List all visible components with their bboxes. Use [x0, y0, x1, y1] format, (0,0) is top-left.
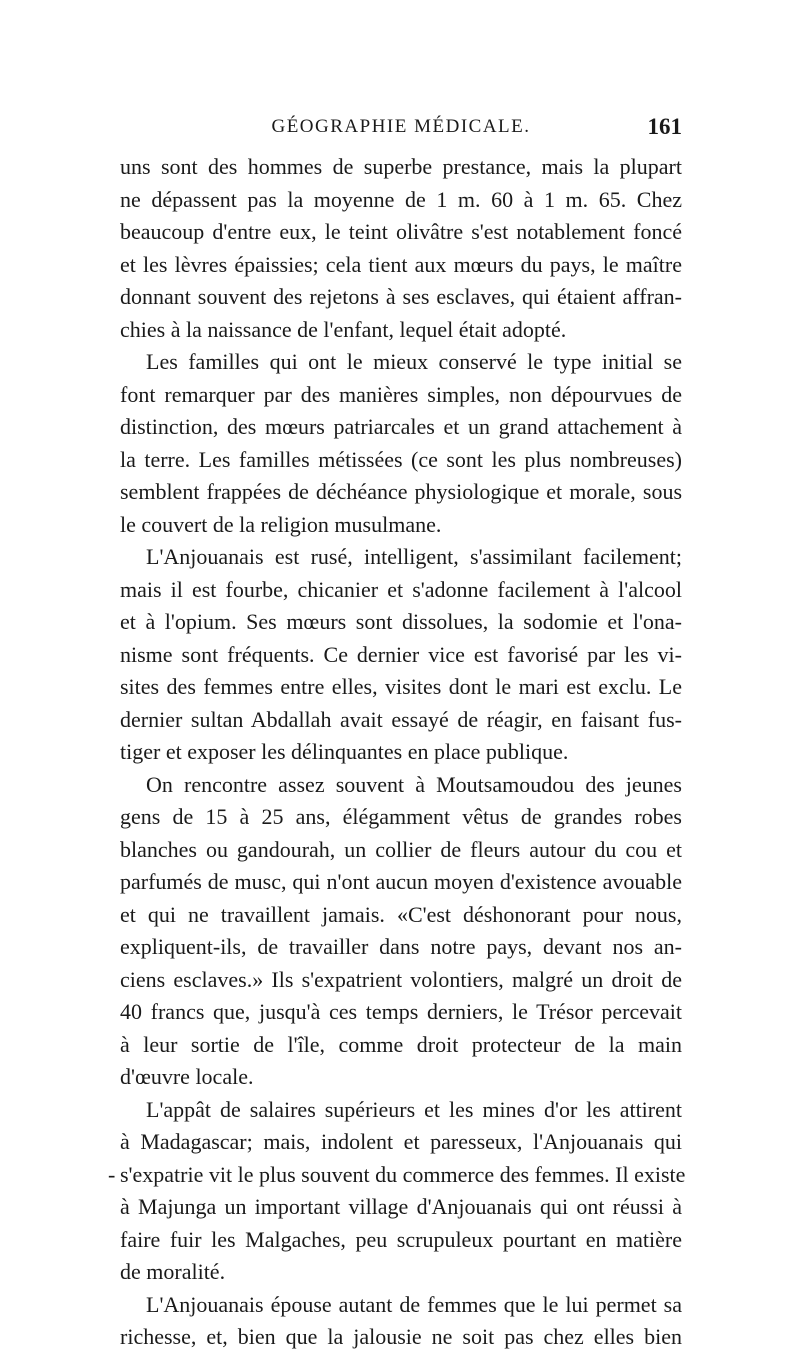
text-line: à leur sortie de l'île, comme droit protecteur de la main: [120, 1031, 682, 1057]
text-line: gens de 15 à 25 ans, élégamment vêtus de grandes robes: [120, 804, 682, 829]
paragraph-start-line: On rencontre assez souvent à Moutsamoudou des jeunes: [146, 771, 682, 797]
paragraph-start-line: Les familles qui ont le mieux conservé le type initial se: [146, 349, 682, 374]
text-line: font remarquer par des manières simples, non dépourvues de: [120, 381, 682, 407]
text-line: d'œuvre locale.: [120, 1064, 254, 1089]
text-line: uns sont des hommes de superbe prestance, mais la plupart: [120, 154, 682, 179]
running-head: [120, 116, 682, 146]
text-line: et qui ne travaillent jamais. «C'est déshonorant pour nous,: [120, 901, 682, 927]
text-line: ne dépassent pas la moyenne de 1 m. 60 à 1 m. 65. Chez: [120, 186, 682, 212]
text-line: ciens esclaves.» Ils s'expatrient volontiers, malgré un droit de: [120, 966, 682, 992]
text-line: et à l'opium. Ses mœurs sont dissolues, la sodomie et l'ona-: [120, 609, 682, 634]
paragraph-start-line: L'Anjouanais est rusé, intelligent, s'assimilant facilement;: [146, 544, 682, 569]
text-line: parfumés de musc, qui n'ont aucun moyen d'existence avouable: [120, 869, 682, 894]
text-line: 40 francs que, jusqu'à ces temps derniers, le Trésor percevait: [120, 999, 682, 1024]
text-line: mais il est fourbe, chicanier et s'adonne facilement à l'alcool: [120, 576, 682, 602]
text-line: semblent frappées de déchéance physiologique et morale, sous: [120, 479, 682, 504]
paragraph-start-line: L'appât de salaires supérieurs et les mines d'or les attirent: [146, 1096, 682, 1122]
body-text: [108, 151, 686, 1354]
text-line: nisme sont fréquents. Ce dernier vice est favorisé par les vi-: [120, 641, 682, 667]
text-line: sites des femmes entre elles, visites dont le mari est exclu. Le: [120, 674, 682, 699]
text-line: et les lèvres épaissies; cela tient aux mœurs du pays, le maître: [120, 251, 682, 277]
text-line: tiger et exposer les délinquantes en place publique.: [120, 739, 569, 764]
text-line: [108, 1159, 686, 1192]
text-line: distinction, des mœurs patriarcales et un grand attachement à: [120, 414, 682, 439]
text-line: beaucoup d'entre eux, le teint olivâtre s'est notablement foncé: [120, 219, 682, 244]
text-line: la terre. Les familles métissées (ce sont les plus nombreuses): [120, 446, 682, 472]
text-line: à Madagascar; mais, indolent et paresseux, l'Anjouanais qui: [120, 1129, 682, 1154]
paragraph-start-line: L'Anjouanais épouse autant de femmes que le lui permet sa: [146, 1291, 682, 1317]
text-line: de moralité.: [120, 1259, 226, 1284]
text-line: richesse, et, bien que la jalousie ne soit pas chez elles bien: [120, 1324, 682, 1349]
text-line-content: s'expatrie vit le plus souvent du commerce des femmes. Il existe: [120, 1161, 686, 1187]
text-line: le couvert de la religion musulmane.: [120, 511, 442, 537]
running-title: GÉOGRAPHIE MÉDICALE.: [271, 116, 531, 137]
margin-mark: -: [108, 1161, 116, 1187]
text-line: dernier sultan Abdallah avait essayé de réagir, en faisant fus-: [120, 706, 682, 732]
text-line: donnant souvent des rejetons à ses esclaves, qui étaient affran-: [120, 284, 682, 309]
text-line: expliquent-ils, de travailler dans notre pays, devant nos an-: [120, 934, 682, 959]
page-number: 161: [647, 114, 682, 139]
text-line: à Majunga un important village d'Anjouanais qui ont réussi à: [120, 1194, 682, 1219]
text-line: blanches ou gandourah, un collier de fleurs autour du cou et: [120, 836, 682, 862]
text-line: faire fuir les Malgaches, peu scrupuleux pourtant en matière: [120, 1226, 682, 1252]
text-line: chies à la naissance de l'enfant, lequel était adopté.: [120, 316, 567, 342]
